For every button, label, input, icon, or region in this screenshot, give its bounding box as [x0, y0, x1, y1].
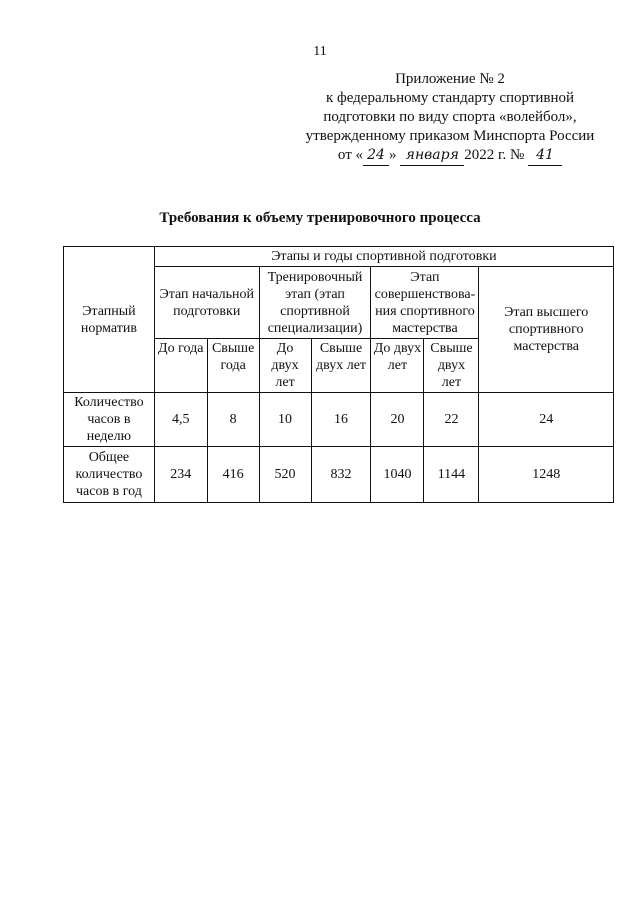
table-cell: 16 [311, 393, 371, 447]
date-separator: » [389, 147, 397, 163]
col-standard-header: Этапный норматив [64, 247, 155, 393]
table-cell: 1144 [424, 447, 479, 503]
subheader-improvement-up-to-two: До двух лет [371, 339, 424, 393]
table-cell: 1248 [479, 447, 614, 503]
stages-header: Этапы и годы спортивной подготовки [154, 247, 613, 267]
appendix-line-2: к федеральному стандарту спортивной [325, 90, 575, 106]
appendix-line-3: подготовки по виду спорта «волейбол», [323, 109, 577, 125]
stage-training-header: Тренировочный этап (этап спортивной специализации) [259, 267, 371, 339]
table-cell: 1040 [371, 447, 424, 503]
subheader-training-over-two: Свыше двух лет [311, 339, 371, 393]
training-requirements-table [63, 246, 614, 503]
table-cell: 10 [259, 393, 311, 447]
table-row [64, 393, 614, 447]
table-cell: 20 [371, 393, 424, 447]
table-row [64, 447, 614, 503]
table-cell: 520 [259, 447, 311, 503]
date-month: января [400, 146, 464, 166]
table-cell: 832 [311, 447, 371, 503]
document-title: Требования к объему тренировочного процесса [159, 210, 481, 226]
date-prefix: от « [337, 147, 364, 163]
order-number: 41 [528, 146, 562, 166]
table-cell: 8 [207, 393, 259, 447]
stage-high-mastery-header: Этап высшего спортивного мастерства [479, 267, 614, 393]
appendix-line-4: утвержденному приказом Минспорта России [305, 128, 595, 144]
subheader-initial-over-year: Свыше года [207, 339, 259, 393]
table-cell: 22 [424, 393, 479, 447]
page-number: 11 [313, 44, 327, 59]
stage-initial-header: Этап начальной подготовки [154, 267, 259, 339]
appendix-line-1: Приложение № 2 [395, 71, 505, 87]
table-cell: 24 [479, 393, 614, 447]
subheader-improvement-over-two: Свыше двух лет [424, 339, 479, 393]
table-cell: 234 [154, 447, 207, 503]
table-cell: 416 [207, 447, 259, 503]
subheader-training-up-to-two: До двух лет [259, 339, 311, 393]
appendix-date-line [300, 146, 600, 166]
table-cell: 4,5 [154, 393, 207, 447]
subheader-initial-up-to-year: До года [154, 339, 207, 393]
date-year: 2022 г. № [464, 147, 525, 163]
stage-improvement-header: Этап совершенствова-ния спортивного мастерства [371, 267, 479, 339]
row-label: Количество часов в неделю [64, 393, 155, 447]
date-day: 24 [363, 146, 389, 166]
appendix-header [300, 70, 600, 166]
row-label: Общее количество часов в год [64, 447, 155, 503]
